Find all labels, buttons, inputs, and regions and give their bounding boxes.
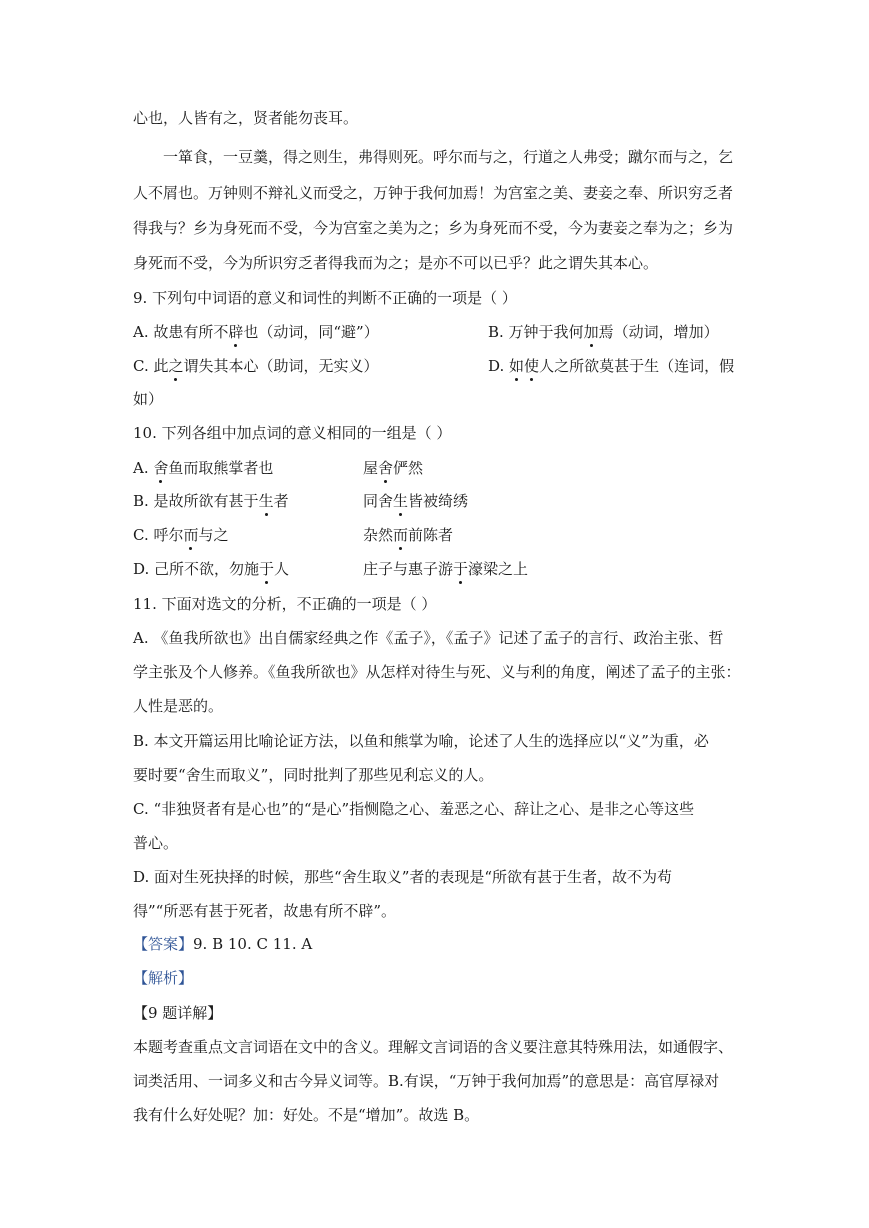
option-text: 皆被绮绣	[408, 492, 469, 510]
option-text: 也（动词，同“避”）	[243, 323, 379, 341]
option-text: B. 是故所欲有甚于	[133, 492, 259, 510]
question-11-stem: 11. 下面对选文的分析，不正确的一项是（ ）	[133, 595, 437, 613]
q11-option-a: 学主张及个人修养。《鱼我所欲也》从怎样对待生与死、义与利的角度，阐述了孟子的主张：	[133, 663, 741, 681]
passage-line: 得我与？乡为身死而不受，今为宫室之美为之；乡为身死而不受，今为妻妾之奉为之；乡为	[133, 219, 734, 237]
option-text: 鱼而取熊掌者也	[168, 459, 274, 477]
q10-option-c-left	[133, 525, 229, 545]
q9-analysis-heading: 【9 题详解】	[133, 1004, 223, 1022]
passage-line: 身死而不受，今为所识穷乏者得我而为之；是亦不可以已乎？此之谓失其本心。	[133, 254, 659, 272]
option-text: C. 此	[133, 357, 169, 375]
option-text: 人之所欲莫甚于生（连词，假	[539, 357, 735, 375]
option-text: 杂然	[363, 526, 394, 544]
option-text: 焉（动词，增加）	[598, 323, 719, 341]
q10-option-c-right	[363, 525, 453, 545]
option-text: 人	[274, 560, 290, 578]
q11-option-d: D. 面对生死抉择的时候，那些“舍生取义”者的表现是“所欲有甚于生者，故不为苟	[133, 868, 673, 886]
q11-option-b: 要时要“舍生而取义”，同时批判了那些见利忘义的人。	[133, 766, 494, 784]
analysis-paragraph: 词类活用、一词多义和古今异义词等。B.有误，“万钟于我何加焉”的意思是：高官厚禄对	[133, 1072, 720, 1090]
option-text: 与之	[198, 526, 229, 544]
dotted-char: 加	[583, 323, 599, 341]
analysis-paragraph: 我有什么好处呢？加：好处。不是“增加”。故选 B。	[133, 1106, 480, 1124]
option-text: 庄子与惠子游	[363, 560, 454, 578]
question-10-stem: 10. 下列各组中加点词的意义相同的一组是（ ）	[133, 424, 452, 442]
option-text: D. 己所不欲，勿施	[133, 560, 260, 578]
dotted-char: 舍	[153, 459, 169, 477]
q10-option-a-left	[133, 458, 273, 478]
q11-option-c: 普心。	[133, 834, 179, 852]
dotted-char: 而	[393, 526, 409, 544]
analysis-label: 【解析】	[133, 969, 194, 987]
q10-option-d-left	[133, 559, 289, 579]
option-text: 屋	[363, 459, 379, 477]
dotted-char: 辟	[228, 323, 244, 341]
question-9-stem: 9. 下列句中词语的意义和词性的判断不正确的一项是（ ）	[133, 289, 517, 307]
q9-option-b	[488, 322, 719, 342]
dotted-char: 使	[524, 357, 540, 375]
passage-line: 心也，人皆有之，贤者能勿丧耳。	[133, 109, 359, 127]
option-text: B. 万钟于我何	[488, 323, 584, 341]
option-text: 谓失其本心（助词，无实义）	[183, 357, 379, 375]
q10-option-d-right	[363, 559, 528, 579]
q11-option-d: 得”“所恶有甚于死者，故患有所不辟”。	[133, 902, 397, 920]
q9-option-d-continued: 如）	[133, 390, 164, 408]
answer-label: 【答案】	[133, 935, 194, 953]
dotted-char: 于	[259, 560, 275, 578]
q9-option-c	[133, 356, 379, 376]
q10-option-a-right	[363, 458, 423, 478]
option-text: A.	[133, 459, 154, 477]
q10-option-b-left	[133, 491, 289, 511]
dotted-char: 如	[509, 357, 525, 375]
passage-line: 人不屑也。万钟则不辩礼义而受之，万钟于我何加焉！为宫室之美、妻妾之奉、所识穷乏者	[133, 184, 734, 202]
q9-option-a	[133, 322, 379, 342]
dotted-char: 生	[258, 492, 274, 510]
option-text: 者	[273, 492, 289, 510]
option-text: 同舍	[363, 492, 394, 510]
option-text: 前陈者	[408, 526, 454, 544]
option-text: 俨然	[393, 459, 424, 477]
dotted-char: 之	[168, 357, 184, 375]
option-text: A. 故患有所不	[133, 323, 229, 341]
q11-option-c: C. “非独贤者有是心也”的“是心”指恻隐之心、羞恶之心、辞让之心、是非之心等这些	[133, 800, 695, 818]
dotted-char: 舍	[378, 459, 394, 477]
dotted-char: 而	[183, 526, 199, 544]
option-text: C. 呼尔	[133, 526, 184, 544]
q11-option-b: B. 本文开篇运用比喻论证方法，以鱼和熊掌为喻，论述了人生的选择应以“义”为重，必	[133, 732, 709, 750]
q9-option-d	[488, 356, 734, 376]
q11-option-a: A. 《鱼我所欲也》出自儒家经典之作《孟子》，《孟子》记述了孟子的言行、政治主张、哲	[133, 629, 724, 647]
q10-option-b-right	[363, 491, 468, 511]
option-text: D.	[488, 357, 510, 375]
analysis-paragraph: 本题考查重点文言词语在文中的含义。理解文言词语的含义要注意其特殊用法，如通假字、	[133, 1038, 734, 1056]
dotted-char: 生	[393, 492, 409, 510]
dotted-char: 于	[453, 560, 469, 578]
passage-line: 一箪食，一豆羹，得之则生，弗得则死。呼尔而与之，行道之人弗受；蹴尔而与之，乞	[163, 148, 734, 166]
q11-option-a: 人性是恶的。	[133, 697, 224, 715]
answer-line	[133, 934, 312, 954]
option-text: 濠梁之上	[468, 560, 529, 578]
answer-text: 9. B 10. C 11. A	[193, 935, 313, 953]
